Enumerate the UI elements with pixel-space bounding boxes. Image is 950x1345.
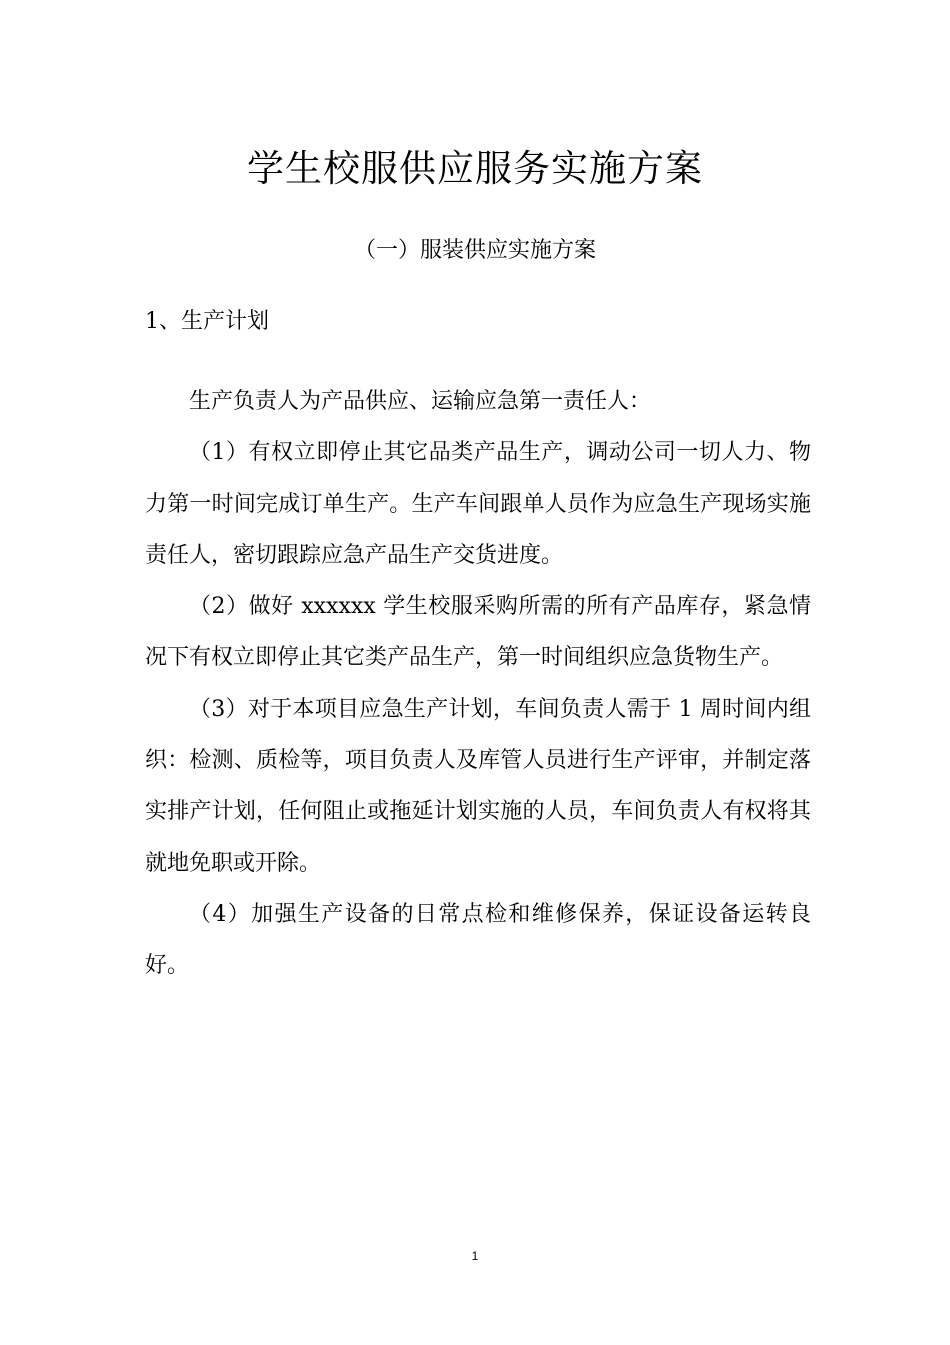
- page-number: 1: [471, 1249, 479, 1263]
- paragraph-item-3: （3）对于本项目应急生产计划，车间负责人需于 1 周时间内组织：检测、质检等，项目负责人及库管人员进行生产评审，并制定落实排产计划，任何阻止或拖延计划实施的人员，车间负责人有权将其就地免职或开除。: [145, 696, 811, 876]
- subsection-heading: 1、生产计划: [145, 309, 269, 334]
- paragraph-item-4: （4）加强生产设备的日常点检和维修保养，保证设备运转良好。: [145, 901, 811, 979]
- paragraph-item-1: （1）有权立即停止其它品类产品生产，调动公司一切人力、物力第一时间完成订单生产。生产车间跟单人员作为应急生产现场实施责任人，密切跟踪应急产品生产交货进度。: [145, 440, 811, 568]
- document-title: 学生校服供应服务实施方案: [247, 147, 703, 190]
- paragraph-item-2: （2）做好 xxxxxx 学生校服采购所需的所有产品库存，紧急情况下有权立即停止其它类产品生产，第一时间组织应急货物生产。: [145, 594, 811, 671]
- section-title: （一）服装供应实施方案: [353, 238, 596, 263]
- paragraph-intro: 生产负责人为产品供应、运输应急第一责任人：: [189, 389, 652, 414]
- document-body: [145, 376, 811, 992]
